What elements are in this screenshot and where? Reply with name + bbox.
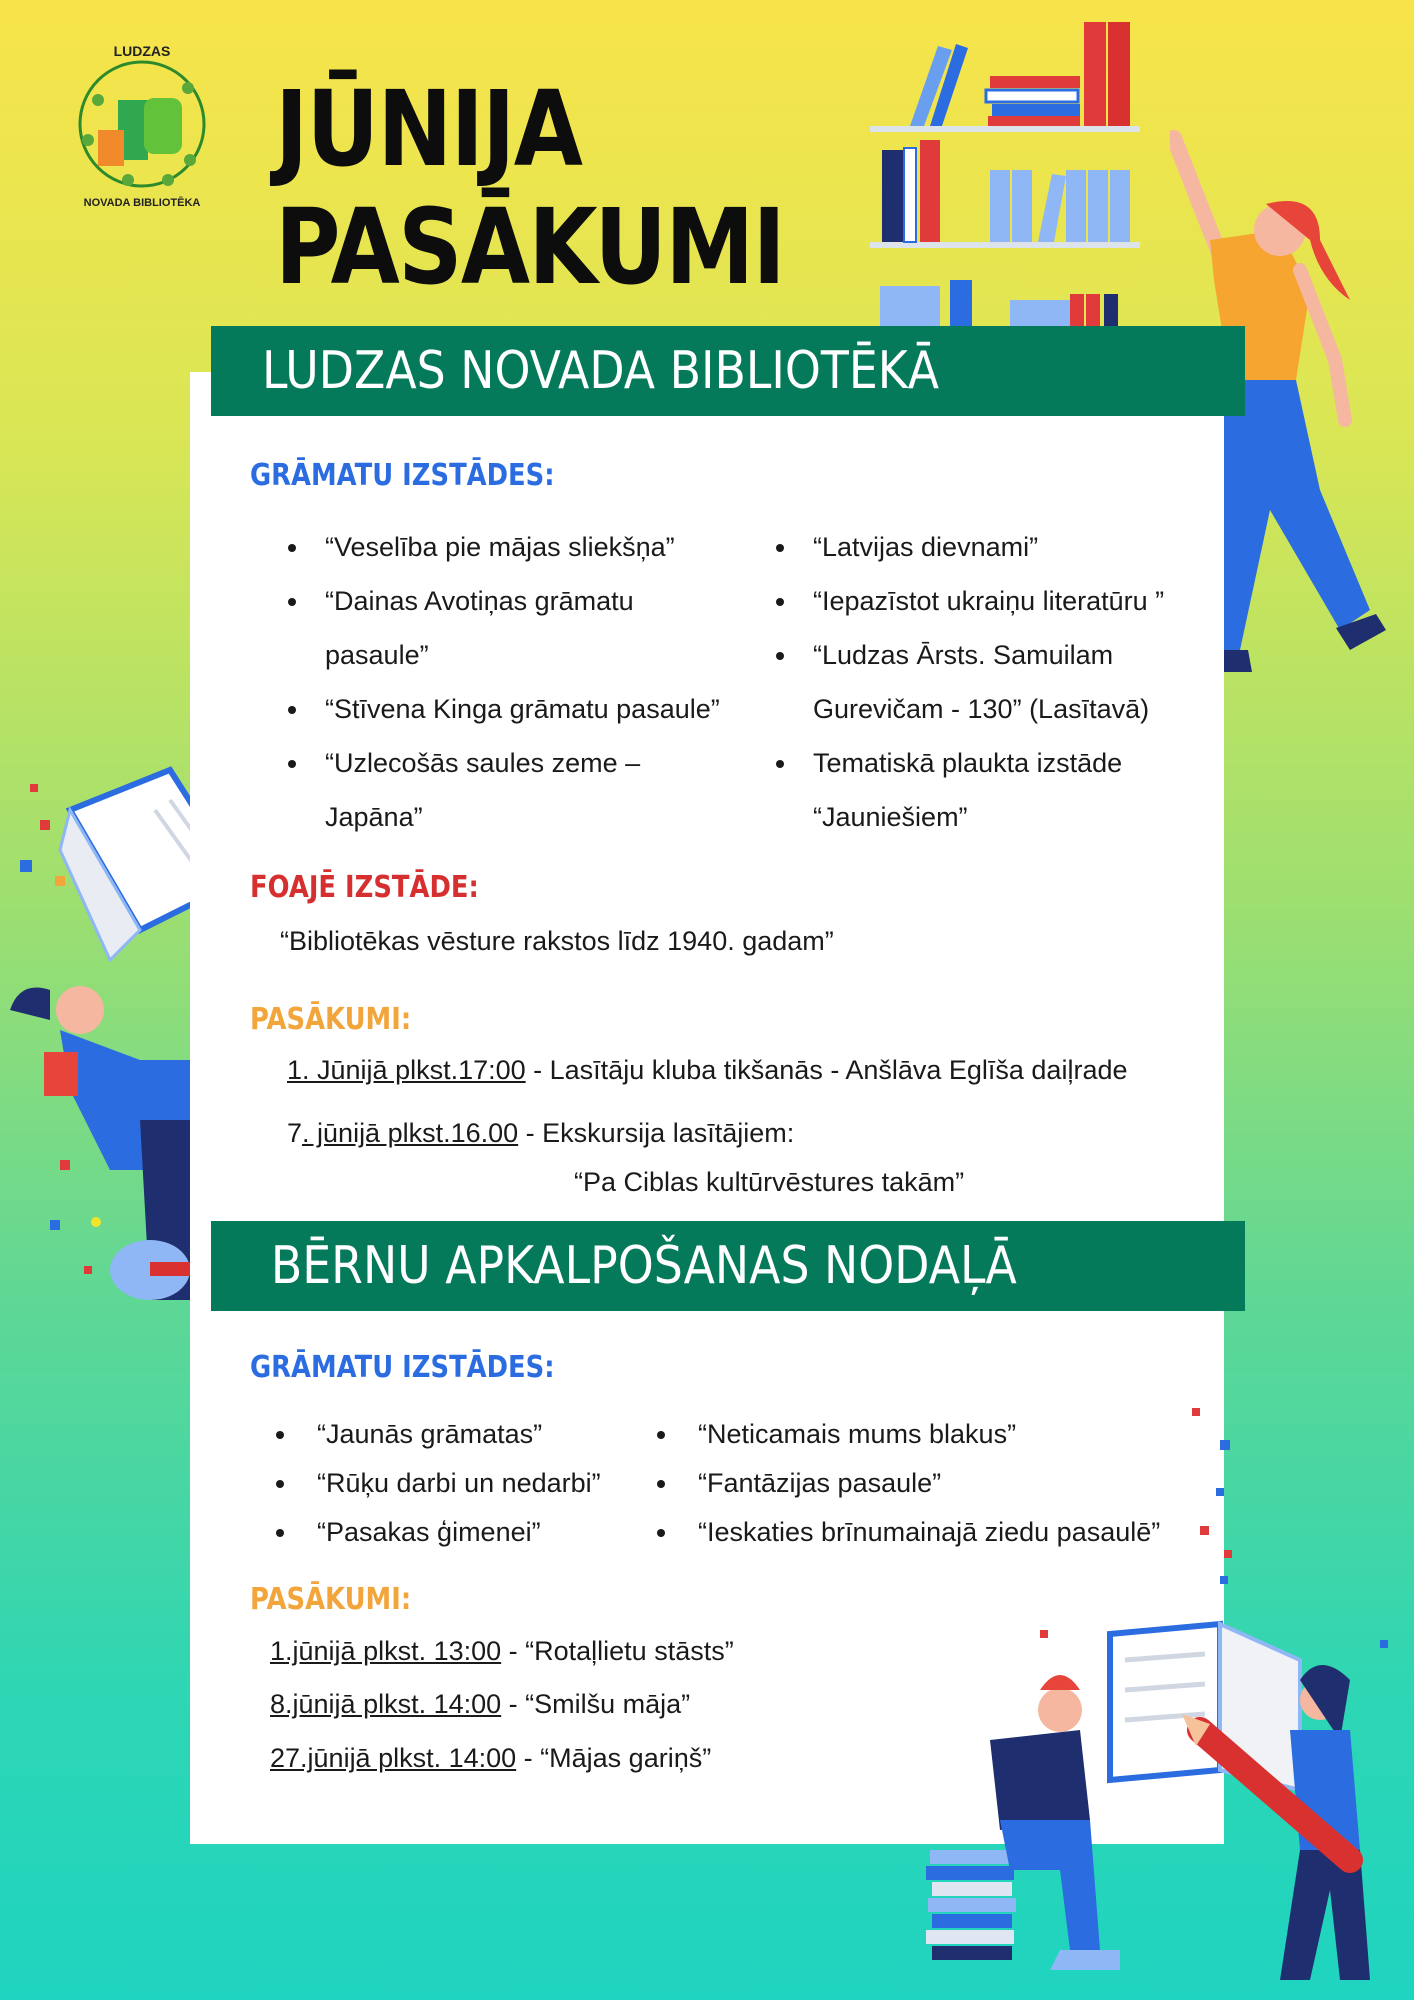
list-item: • “Neticamais mums blakus” <box>680 1410 1240 1459</box>
list-item: • “Pasakas ģimenei” <box>299 1508 679 1557</box>
list-item: • “Rūķu darbi un nedarbi” <box>299 1459 679 1508</box>
library-logo <box>58 40 226 208</box>
event-date: 8.jūnijā plkst. 14:00 <box>270 1689 502 1719</box>
list-item: • “Latvijas dievnami” <box>799 520 1219 574</box>
event-date: 1.jūnijā plkst. 13:00 <box>270 1636 502 1666</box>
exhibitions-heading: GRĀMATU IZSTĀDES: <box>250 458 555 493</box>
children-book-illustration <box>920 1620 1390 1995</box>
title-line-1: JŪNIJA <box>275 68 582 190</box>
section-banner-library: LUDZAS NOVADA BIBLIOTĒKĀ <box>211 326 1245 416</box>
event-date: 1. Jūnijā plkst.17:00 <box>287 1055 526 1085</box>
section-banner-children: BĒRNU APKALPOŠANAS NODAĻĀ <box>211 1221 1245 1311</box>
event-description: - Ekskursija lasītājiem: <box>518 1118 795 1148</box>
event-description: - “Smilšu māja” <box>501 1689 691 1719</box>
title-line-2: PASĀKUMI <box>275 186 785 308</box>
list-item: • “Dainas Avotiņas grāmatu pasaule” <box>311 574 695 682</box>
event-1 <box>287 1055 1128 1086</box>
events-heading: PASĀKUMI: <box>250 1582 412 1617</box>
confetti-decoration <box>1180 1400 1250 1600</box>
exhibitions-list-left <box>273 1410 679 1557</box>
exhibitions-heading: GRĀMATU IZSTĀDES: <box>250 1350 555 1385</box>
logo-top-text: LUDZAS <box>113 43 171 59</box>
list-item: • Tematiskā plaukta izstāde “Jauniešiem” <box>799 736 1193 844</box>
foyer-exhibition-text: “Bibliotēkas vēsture rakstos līdz 1940. gadam” <box>280 926 834 956</box>
list-item: • “Ieskaties brīnumainajā ziedu pasaulē” <box>680 1508 1240 1557</box>
event-3 <box>270 1743 711 1774</box>
event-2 <box>287 1118 794 1149</box>
events-heading: PASĀKUMI: <box>250 1002 412 1037</box>
page-title <box>275 70 784 306</box>
exhibitions-list-left <box>285 520 781 844</box>
list-item: • “Veselība pie mājas sliekšņa” <box>311 520 781 574</box>
event-2-title: “Pa Ciblas kultūrvēstures takām” <box>574 1167 965 1197</box>
exhibitions-list-right <box>773 520 1219 844</box>
event-date-prefix: 7 <box>287 1118 303 1148</box>
list-item: • “Jaunās grāmatas” <box>299 1410 679 1459</box>
exhibitions-list-right <box>654 1410 1240 1557</box>
list-item: • “Ludzas Ārsts. Samuilam Gurevičam - 130” (Lasītavā) <box>799 628 1193 736</box>
event-description: - Lasītāju kluba tikšanās - Anšlāva Eglīša daiļrade <box>525 1055 1128 1085</box>
event-2 <box>270 1689 690 1720</box>
list-item: • “Stīvena Kinga grāmatu pasaule” <box>311 682 781 736</box>
bookshelf-illustration <box>860 18 1150 328</box>
girl-reading-illustration <box>0 970 200 1330</box>
event-1 <box>270 1636 734 1667</box>
list-item: • “Iepazīstot ukraiņu literatūru ” <box>799 574 1219 628</box>
event-date: . jūnijā plkst.16.00 <box>302 1118 519 1148</box>
event-description: - “Mājas gariņš” <box>516 1743 712 1773</box>
logo-bottom-text: NOVADA BIBLIOTĒKA <box>83 197 201 208</box>
event-description: - “Rotaļlietu stāsts” <box>501 1636 734 1666</box>
foyer-heading: FOAJĒ IZSTĀDE: <box>250 870 479 905</box>
list-item: • “Uzlecošās saules zeme – Japāna” <box>311 736 695 844</box>
list-item: • “Fantāzijas pasaule” <box>680 1459 1240 1508</box>
event-date: 27.jūnijā plkst. 14:00 <box>270 1743 517 1773</box>
